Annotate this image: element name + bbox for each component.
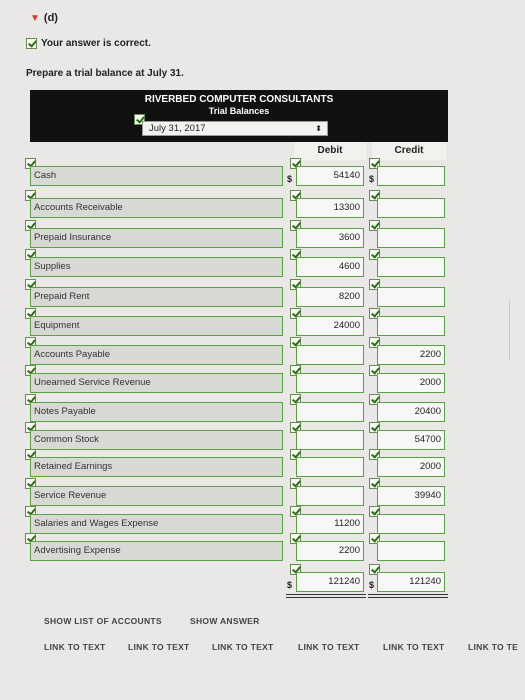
- double-underline: [286, 594, 366, 595]
- debit-input[interactable]: [296, 457, 364, 477]
- account-input[interactable]: Service Revenue: [30, 486, 283, 506]
- credit-input[interactable]: [377, 287, 445, 307]
- account-input[interactable]: Accounts Payable: [30, 345, 283, 365]
- account-input[interactable]: Retained Earnings: [30, 457, 283, 477]
- debit-input[interactable]: 54140: [296, 166, 364, 186]
- credit-total-input[interactable]: 121240: [377, 572, 445, 592]
- debit-input[interactable]: 8200: [296, 287, 364, 307]
- credit-input[interactable]: 39940: [377, 486, 445, 506]
- show-answer-button[interactable]: SHOW ANSWER: [190, 616, 260, 626]
- link-to-text[interactable]: LINK TO TEXT: [383, 642, 445, 652]
- credit-input[interactable]: [377, 541, 445, 561]
- debit-input[interactable]: [296, 430, 364, 450]
- account-input[interactable]: Accounts Receivable: [30, 198, 283, 218]
- currency-symbol: $: [369, 580, 375, 590]
- credit-input[interactable]: 20400: [377, 402, 445, 422]
- updown-caret-icon: ⬍: [315, 124, 322, 133]
- credit-input[interactable]: [377, 257, 445, 277]
- statement-name: Trial Balances: [208, 106, 270, 116]
- link-to-text[interactable]: LINK TO TEXT: [212, 642, 274, 652]
- double-underline: [368, 597, 448, 598]
- account-input[interactable]: Equipment: [30, 316, 283, 336]
- divider: [509, 300, 510, 360]
- debit-input[interactable]: 3600: [296, 228, 364, 248]
- account-input[interactable]: Unearned Service Revenue: [30, 373, 283, 393]
- account-input[interactable]: Advertising Expense: [30, 541, 283, 561]
- debit-input[interactable]: 13300: [296, 198, 364, 218]
- feedback-message: Your answer is correct.: [41, 38, 151, 49]
- caret-down-icon: ▼: [30, 13, 40, 24]
- credit-input[interactable]: 2000: [377, 373, 445, 393]
- credit-input[interactable]: 2200: [377, 345, 445, 365]
- section-label: (d): [43, 12, 58, 24]
- double-underline: [368, 594, 448, 595]
- debit-total-input[interactable]: 121240: [296, 572, 364, 592]
- credit-column-header: Credit: [372, 142, 446, 160]
- date-value: July 31, 2017: [149, 123, 206, 134]
- account-input[interactable]: Supplies: [30, 257, 283, 277]
- credit-input[interactable]: [377, 198, 445, 218]
- debit-input[interactable]: [296, 486, 364, 506]
- account-input[interactable]: Notes Payable: [30, 402, 283, 422]
- debit-input[interactable]: [296, 373, 364, 393]
- section-header[interactable]: [30, 12, 58, 24]
- feedback-row: [26, 38, 151, 49]
- debit-input[interactable]: 4600: [296, 257, 364, 277]
- debit-input[interactable]: [296, 345, 364, 365]
- credit-input[interactable]: 2000: [377, 457, 445, 477]
- currency-symbol: $: [369, 174, 375, 184]
- currency-symbol: $: [287, 580, 293, 590]
- link-to-text[interactable]: LINK TO TEXT: [298, 642, 360, 652]
- credit-input[interactable]: [377, 228, 445, 248]
- debit-column-header: Debit: [294, 142, 366, 160]
- link-to-text[interactable]: LINK TO TE: [468, 642, 519, 652]
- show-list-of-accounts-button[interactable]: SHOW LIST OF ACCOUNTS: [44, 616, 162, 626]
- check-icon: [26, 38, 37, 49]
- credit-input[interactable]: [377, 316, 445, 336]
- debit-input[interactable]: 2200: [296, 541, 364, 561]
- date-select[interactable]: [142, 121, 328, 136]
- credit-input[interactable]: 54700: [377, 430, 445, 450]
- question-prompt: Prepare a trial balance at July 31.: [26, 68, 184, 79]
- credit-input[interactable]: [377, 166, 445, 186]
- link-to-text[interactable]: LINK TO TEXT: [44, 642, 106, 652]
- account-input[interactable]: Cash: [30, 166, 283, 186]
- company-name: RIVERBED COMPUTER CONSULTANTS: [144, 94, 334, 105]
- debit-input[interactable]: 24000: [296, 316, 364, 336]
- credit-input[interactable]: [377, 514, 445, 534]
- account-input[interactable]: Prepaid Rent: [30, 287, 283, 307]
- account-input[interactable]: Common Stock: [30, 430, 283, 450]
- currency-symbol: $: [287, 174, 293, 184]
- debit-input[interactable]: [296, 402, 364, 422]
- debit-input[interactable]: 11200: [296, 514, 364, 534]
- link-to-text[interactable]: LINK TO TEXT: [128, 642, 190, 652]
- double-underline: [286, 597, 366, 598]
- account-input[interactable]: Salaries and Wages Expense: [30, 514, 283, 534]
- account-input[interactable]: Prepaid Insurance: [30, 228, 283, 248]
